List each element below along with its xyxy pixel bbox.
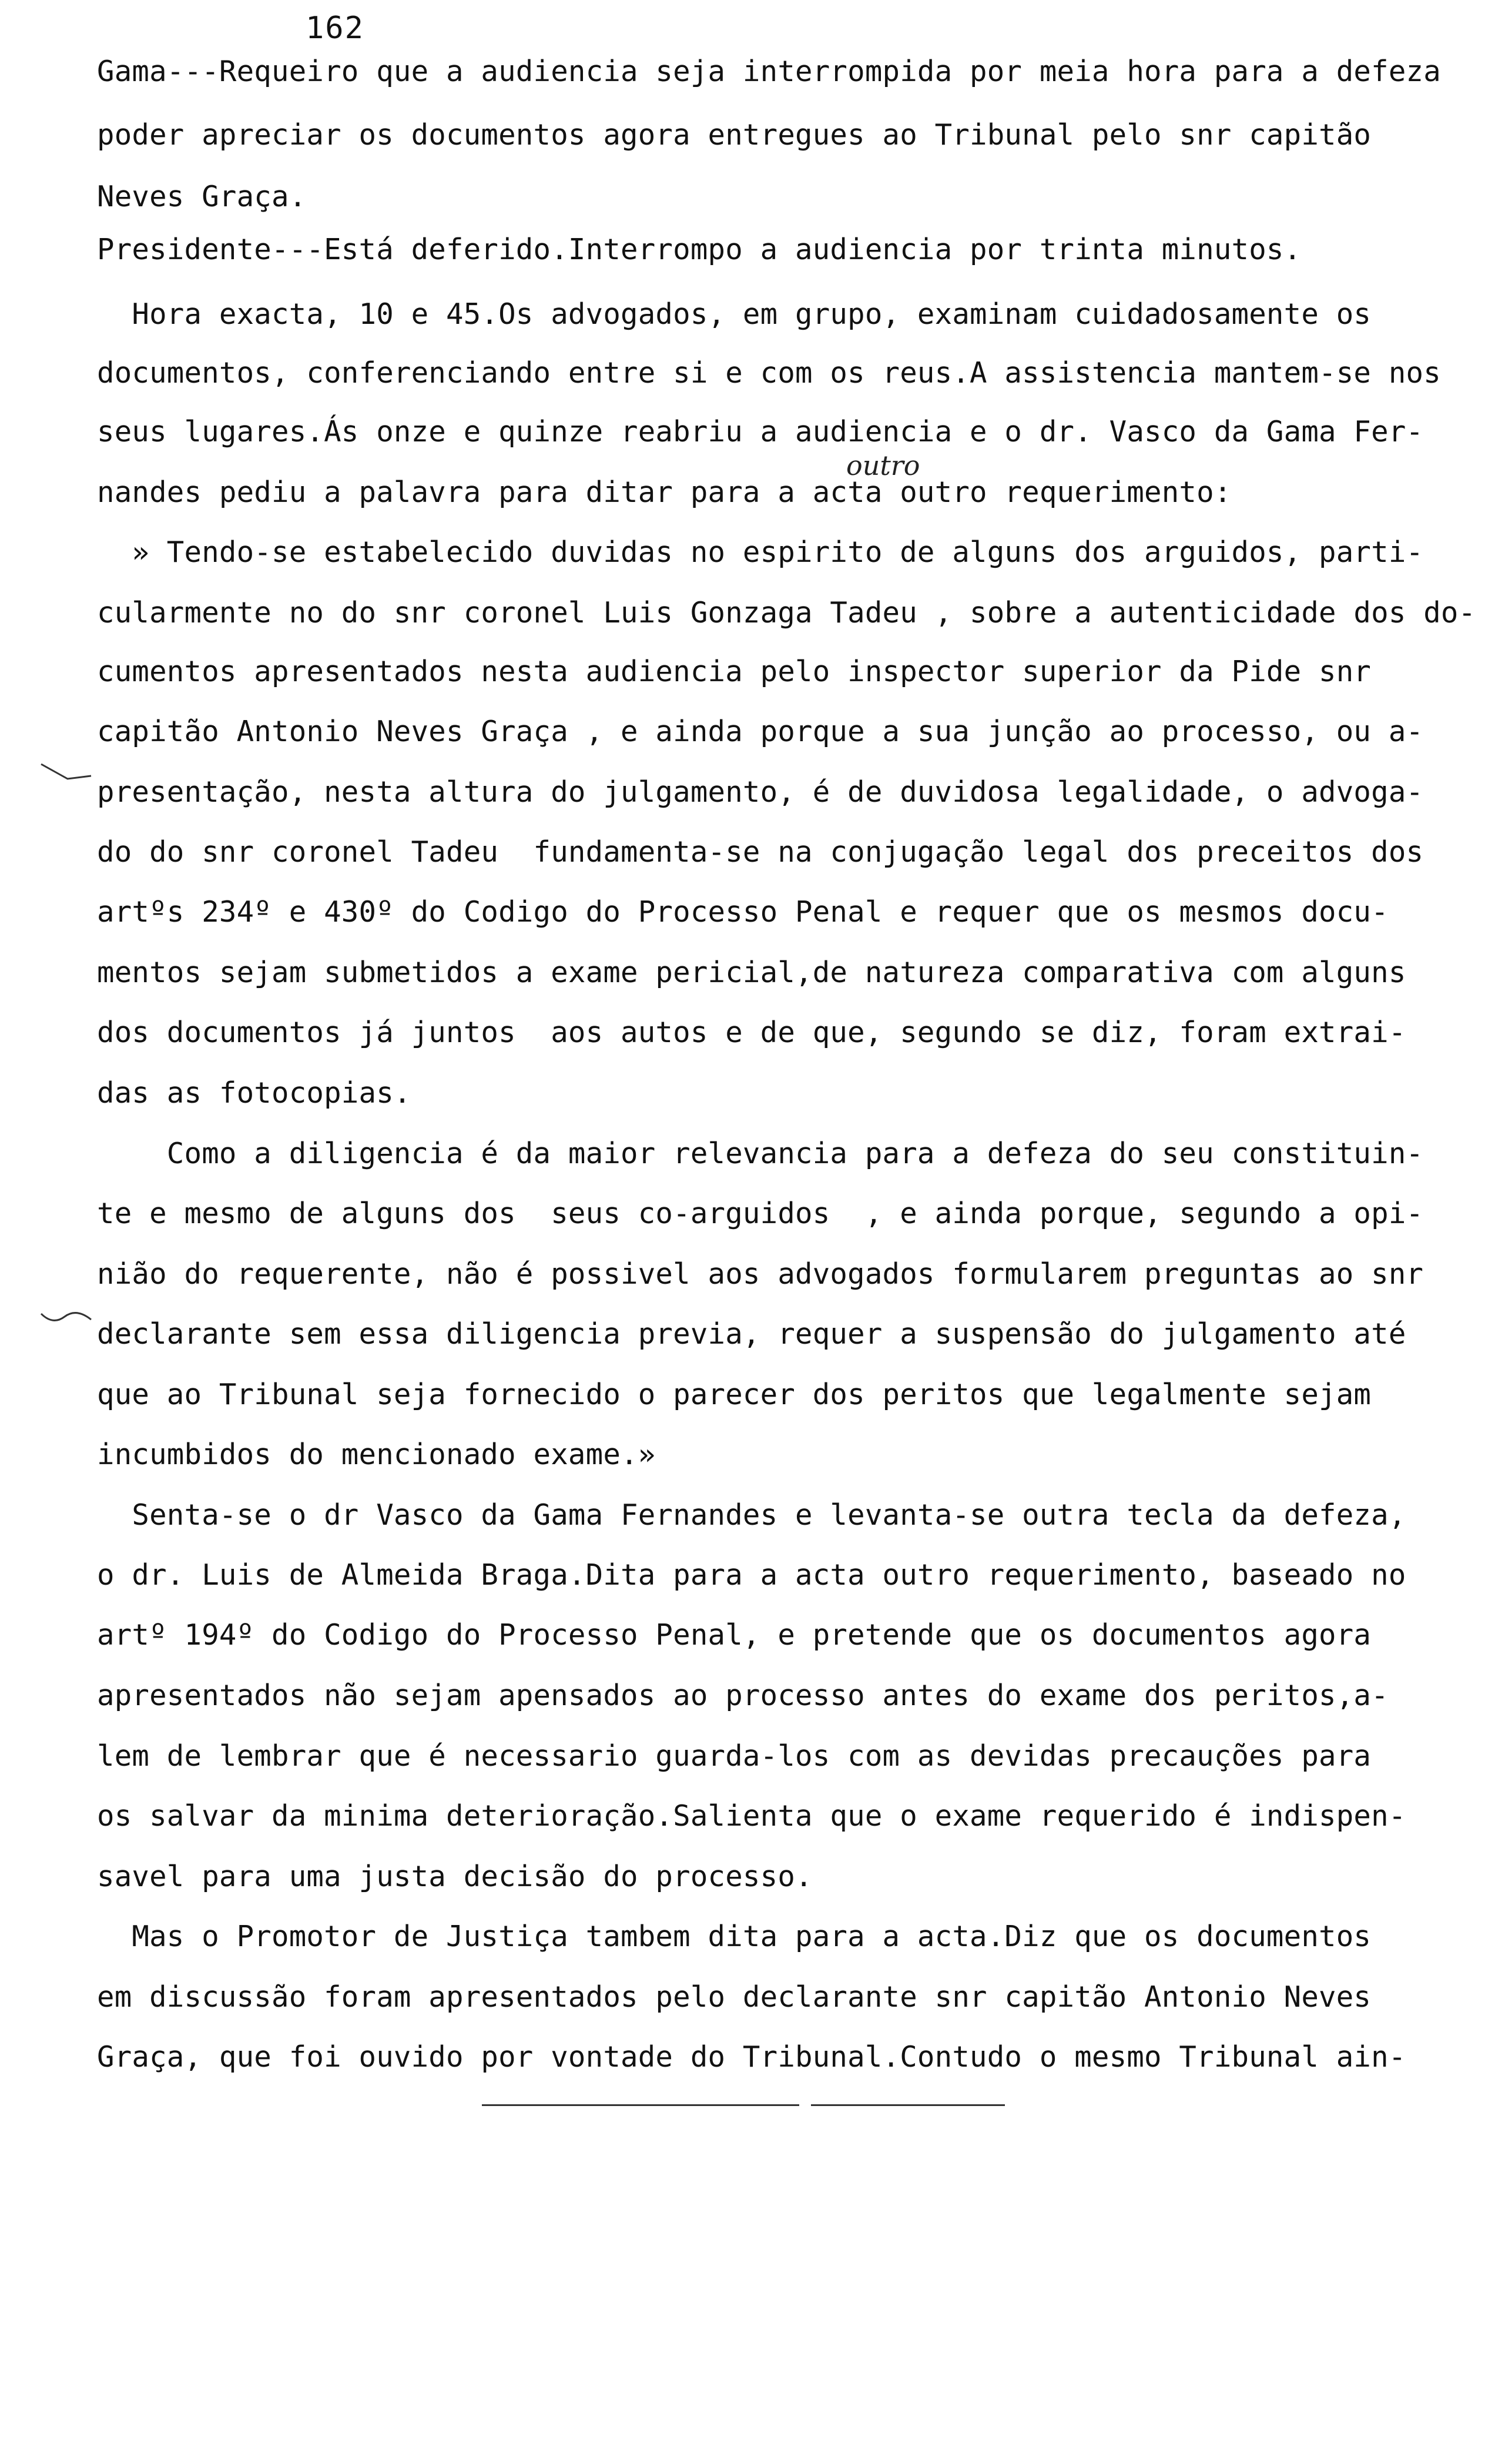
text-line: nandes pediu a palavra para ditar para a acta outro requerimento: <box>97 476 1232 509</box>
text-line: declarante sem essa diligencia previa, requer a suspensão do julgamento até <box>97 1317 1406 1351</box>
text-line: Hora exacta, 10 e 45.Os advogados, em grupo, examinam cuidadosamente os <box>97 297 1372 331</box>
text-line: apresentados não sejam apensados ao processo antes do exame dos peritos,a- <box>97 1679 1389 1712</box>
text-line: artº 194º do Codigo do Processo Penal, e pretende que os documentos agora <box>97 1618 1372 1652</box>
text-line: em discussão foram apresentados pelo declarante snr capitão Antonio Neves <box>97 1980 1372 2014</box>
text-line: poder apreciar os documentos agora entregues ao Tribunal pelo snr capitão <box>97 118 1372 152</box>
footer-rule <box>811 2104 1005 2106</box>
text-line: Gama---Requeiro que a audiencia seja interrompida por meia hora para a defeza <box>97 55 1441 88</box>
margin-tick-mark <box>35 758 94 794</box>
text-line: cularmente no do snr coronel Luis Gonzaga Tadeu , sobre a autenticidade dos do- <box>97 596 1476 630</box>
text-line: Neves Graça. <box>97 180 307 213</box>
text-line: artºs 234º e 430º do Codigo do Processo Penal e requer que os mesmos docu- <box>97 895 1389 929</box>
page-number: 162 <box>306 11 364 46</box>
text-line: Senta-se o dr Vasco da Gama Fernandes e levanta-se outra tecla da defeza, <box>97 1498 1406 1532</box>
text-line: Graça, que foi ouvido por vontade do Tribunal.Contudo o mesmo Tribunal ain- <box>97 2040 1406 2074</box>
text-line: das as fotocopias. <box>97 1076 411 1110</box>
text-line: os salvar da minima deterioração.Salienta que o exame requerido é indispen- <box>97 1799 1406 1833</box>
text-line: presentação, nesta altura do julgamento, é de duvidosa legalidade, o advoga- <box>97 775 1424 809</box>
text-line: te e mesmo de alguns dos seus co-arguidos , e ainda porque, segundo a opi- <box>97 1197 1424 1230</box>
text-line: savel para uma justa decisão do processo. <box>97 1860 813 1893</box>
text-line: Como a diligencia é da maior relevancia para a defeza do seu constituin- <box>97 1137 1424 1170</box>
text-line: mentos sejam submetidos a exame pericial,de natureza comparativa com alguns <box>97 956 1406 989</box>
text-line: dos documentos já juntos aos autos e de que, segundo se diz, foram extrai- <box>97 1016 1406 1049</box>
text-line: que ao Tribunal seja fornecido o parecer dos peritos que legalmente sejam <box>97 1378 1372 1411</box>
text-line: cumentos apresentados nesta audiencia pelo inspector superior da Pide snr <box>97 655 1372 688</box>
text-line: documentos, conferenciando entre si e com os reus.A assistencia mantem-se nos <box>97 356 1441 390</box>
text-line: o dr. Luis de Almeida Braga.Dita para a acta outro requerimento, baseado no <box>97 1558 1406 1592</box>
text-line: incumbidos do mencionado exame.» <box>97 1438 656 1471</box>
text-line: lem de lembrar que é necessario guarda-los com as devidas precauções para <box>97 1739 1372 1773</box>
text-line: do do snr coronel Tadeu fundamenta-se na conjugação legal dos preceitos dos <box>97 835 1424 869</box>
handwritten-note: outro <box>846 450 920 481</box>
footer-rule <box>482 2104 799 2106</box>
text-line: nião do requerente, não é possivel aos advogados formularem preguntas ao snr <box>97 1257 1424 1291</box>
text-line: seus lugares.Ás onze e quinze reabriu a audiencia e o dr. Vasco da Gama Fer- <box>97 415 1424 448</box>
text-line: » Tendo-se estabelecido duvidas no espirito de alguns dos arguidos, parti- <box>97 535 1424 569</box>
text-line: capitão Antonio Neves Graça , e ainda porque a sua junção ao processo, ou a- <box>97 715 1424 748</box>
text-line: Presidente---Está deferido.Interrompo a audiencia por trinta minutos. <box>97 233 1302 266</box>
text-line: Mas o Promotor de Justiça tambem dita para a acta.Diz que os documentos <box>97 1920 1372 1953</box>
margin-tick-mark <box>35 1302 94 1337</box>
